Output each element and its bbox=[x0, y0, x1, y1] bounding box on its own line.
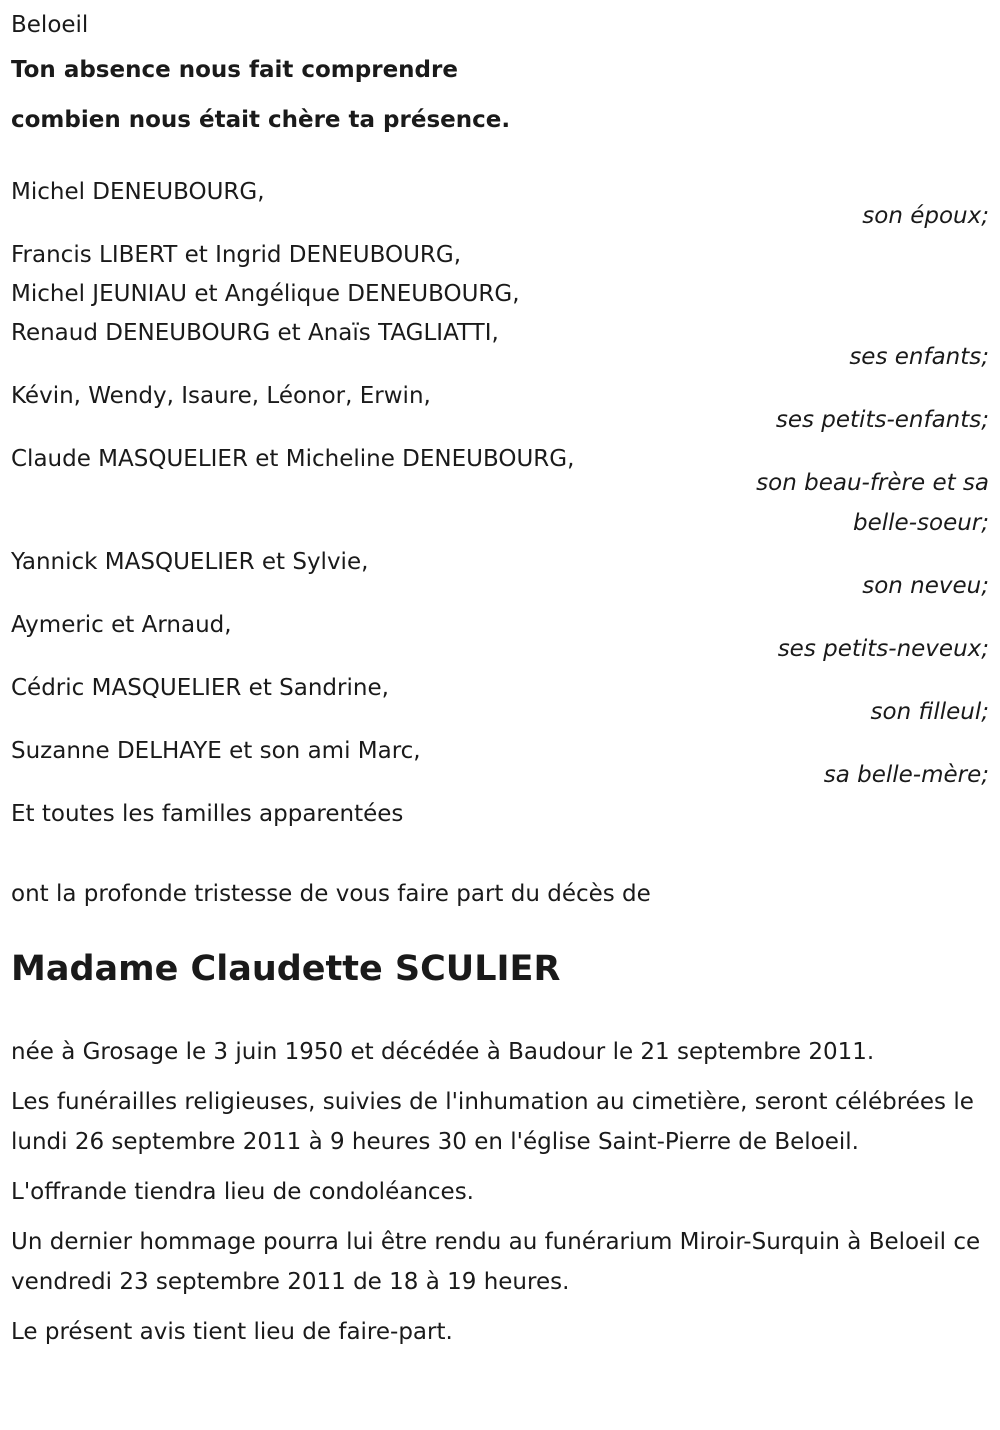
family-relation: son époux; bbox=[862, 203, 989, 229]
detail-paragraph: L'offrande tiendra lieu de condoléances. bbox=[11, 1179, 474, 1205]
detail-paragraph: née à Grosage le 3 juin 1950 et décédée à Baudour le 21 septembre 2011. bbox=[11, 1039, 875, 1065]
family-member-names: Claude MASQUELIER et Micheline DENEUBOURG, bbox=[11, 446, 575, 472]
quote-line: combien nous était chère ta présence. bbox=[11, 107, 511, 133]
family-member-names: Cédric MASQUELIER et Sandrine, bbox=[11, 675, 389, 701]
family-relation: belle-soeur; bbox=[853, 510, 989, 536]
family-member-names: Renaud DENEUBOURG et Anaïs TAGLIATTI, bbox=[11, 320, 499, 346]
family-member-names: Michel DENEUBOURG, bbox=[11, 179, 265, 205]
family-relation: son filleul; bbox=[870, 699, 989, 725]
family-member-names: Francis LIBERT et Ingrid DENEUBOURG, bbox=[11, 242, 462, 268]
family-member-names: Michel JEUNIAU et Angélique DENEUBOURG, bbox=[11, 281, 520, 307]
family-group bbox=[11, 173, 989, 236]
family-group bbox=[11, 606, 989, 669]
family-group bbox=[11, 669, 989, 732]
family-relation: sa belle-mère; bbox=[823, 762, 989, 788]
obituary-notice bbox=[11, 6, 989, 1362]
family-group bbox=[11, 377, 989, 440]
deceased-name: Madame Claudette SCULIER bbox=[11, 949, 561, 989]
family-group bbox=[11, 236, 989, 377]
family-relation: ses petits-neveux; bbox=[777, 636, 989, 662]
details bbox=[11, 1032, 989, 1352]
family-relation: ses petits-enfants; bbox=[775, 407, 989, 433]
family-relation: ses enfants; bbox=[849, 344, 989, 370]
family-group bbox=[11, 732, 989, 795]
family-member-names: Aymeric et Arnaud, bbox=[11, 612, 232, 638]
announcement: ont la profonde tristesse de vous faire part du décès de bbox=[11, 881, 651, 907]
location: Beloeil bbox=[11, 12, 89, 38]
family-group bbox=[11, 440, 989, 543]
detail-paragraph: Un dernier hommage pourra lui être rendu au funérarium Miroir-Surquin à Beloeil ce vendredi 23 septembre 2011 de 18 à 19 heures. bbox=[11, 1229, 981, 1295]
family-relation: son neveu; bbox=[862, 573, 989, 599]
family-group bbox=[11, 543, 989, 606]
all-families: Et toutes les familles apparentées bbox=[11, 801, 404, 827]
family-member-names: Yannick MASQUELIER et Sylvie, bbox=[11, 549, 369, 575]
quote-line: Ton absence nous fait comprendre bbox=[11, 57, 458, 83]
detail-paragraph: Le présent avis tient lieu de faire-part. bbox=[11, 1319, 453, 1345]
family-relation: son beau-frère et sa bbox=[756, 470, 989, 496]
family-member-names: Kévin, Wendy, Isaure, Léonor, Erwin, bbox=[11, 383, 431, 409]
family-member-names: Suzanne DELHAYE et son ami Marc, bbox=[11, 738, 421, 764]
family-list bbox=[11, 173, 989, 795]
detail-paragraph: Les funérailles religieuses, suivies de l'inhumation au cimetière, seront célébrées le lundi 26 septembre 2011 à 9 heures 30 en l'église Saint-Pierre de Beloeil. bbox=[11, 1089, 974, 1155]
